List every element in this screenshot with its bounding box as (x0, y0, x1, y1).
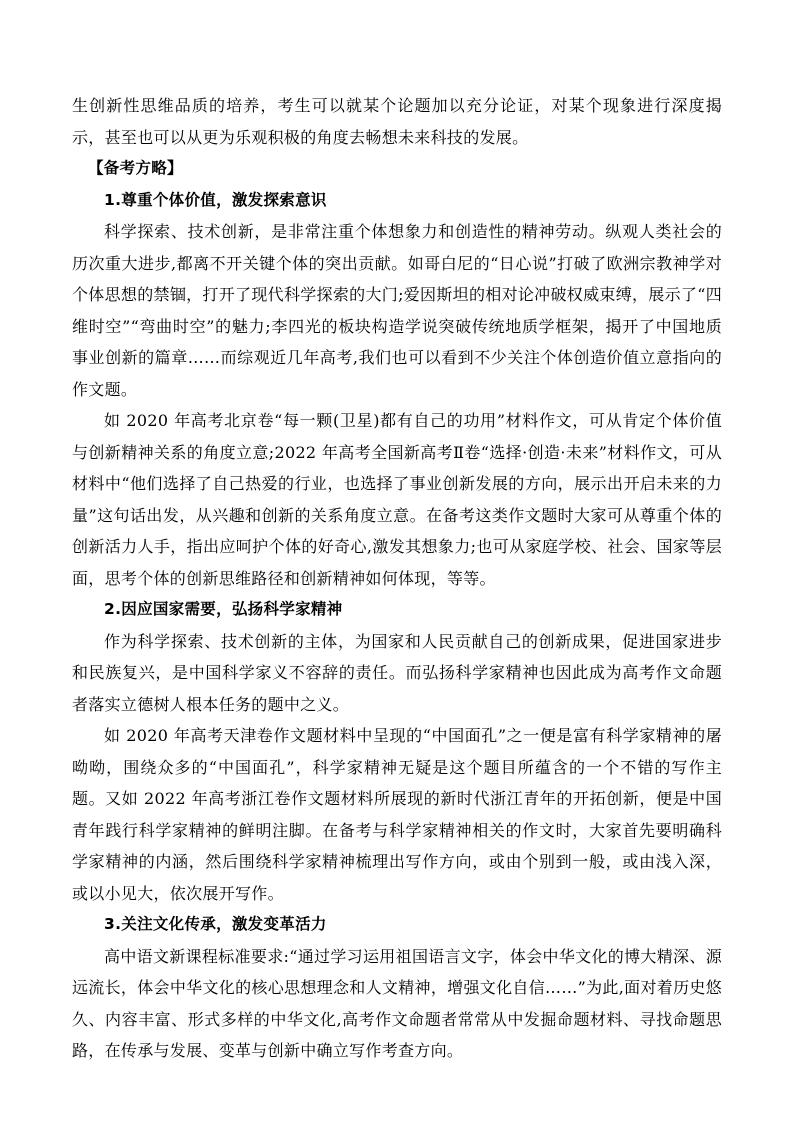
section-label: 【备考方略】 (88, 159, 183, 177)
body-paragraph: 如 2020 年高考天津卷作文题材料中呈现的“中国面孔”之一便是富有科学家精神的屠呦呦，围绕众多的“中国面孔”，科学家精神无疑是这个题目所蕴含的一个不错的写作主题。又如 2022 年高考浙江卷作文题材料所展现的新时代浙江青年的开拓创新，便是中国青年践行科学家精神的鲜明注脚。在备考与科学家精神相关的作文时，大家首先要明确科学家精神的内涵，然后围绕科学家精神梳理出写作方向，或由个别到一般，或由浅入深，或以小见大，依次展开写作。 (72, 726, 722, 903)
body-paragraph: 科学探索、技术创新，是非常注重个体想象力和创造性的精神劳动。纵观人类社会的历次重大进步,都离不开关键个体的突出贡献。如哥白尼的“日心说”打破了欧洲宗教神学对个体思想的禁锢，打开了现代科学探索的大门;爱因斯坦的相对论冲破权威束缚，展示了“四维时空”“弯曲时空”的魅力;李四光的板块构造学说突破传统地质学框架，揭开了中国地质事业创新的篇章……而综观近几年高考,我们也可以看到不少关注个体创造价值立意指向的作文题。 (72, 222, 722, 399)
section-heading-2: 2.因应国家需要，弘扬科学家精神 (104, 600, 343, 618)
body-paragraph: 高中语文新课程标准要求:“通过学习运用祖国语言文字，体会中华文化的博大精深、源远流长，体会中华文化的核心思想理念和人文精神，增强文化自信……”为此,面对着历史悠久、内容丰富、形式多样的中华文化,高考作文命题者常常从中发掘命题材料、寻找命题思路，在传承与发展、变革与创新中确立写作考查方向。 (72, 946, 722, 1060)
document-page (72, 90, 722, 1067)
body-paragraph: 如 2020 年高考北京卷“每一颗(卫星)都有自己的功用”材料作文，可从肯定个体价值与创新精神关系的角度立意;2022 年高考全国新高考Ⅱ卷“选择·创造·未来”材料作文，可从材料中“他们选择了自己热爱的行业，也选择了事业创新发展的方向，展示出开启未来的力量”这句话出发，从兴趣和创新的关系角度立意。在备考这类作文题时大家可从尊重个体的创新活力人手，指出应呵护个体的好奇心,激发其想象力;也可从家庭学校、社会、国家等层面，思考个体的创新思维路径和创新精神如何体现，等等。 (72, 411, 722, 588)
intro-paragraph: 生创新性思维品质的培养，考生可以就某个论题加以充分论证，对某个现象进行深度揭示，甚至也可以从更为乐观积极的角度去畅想未来科技的发展。 (72, 96, 722, 147)
section-heading-3: 3.关注文化传承，激发变革活力 (104, 915, 327, 933)
body-paragraph: 作为科学探索、技术创新的主体，为国家和人民贡献自己的创新成果，促进国家进步和民族复兴，是中国科学家义不容辞的责任。而弘扬科学家精神也因此成为高考作文命题者落实立德树人根本任务的题中之义。 (72, 631, 722, 714)
section-heading-1: 1.尊重个体价值，激发探索意识 (104, 190, 327, 209)
